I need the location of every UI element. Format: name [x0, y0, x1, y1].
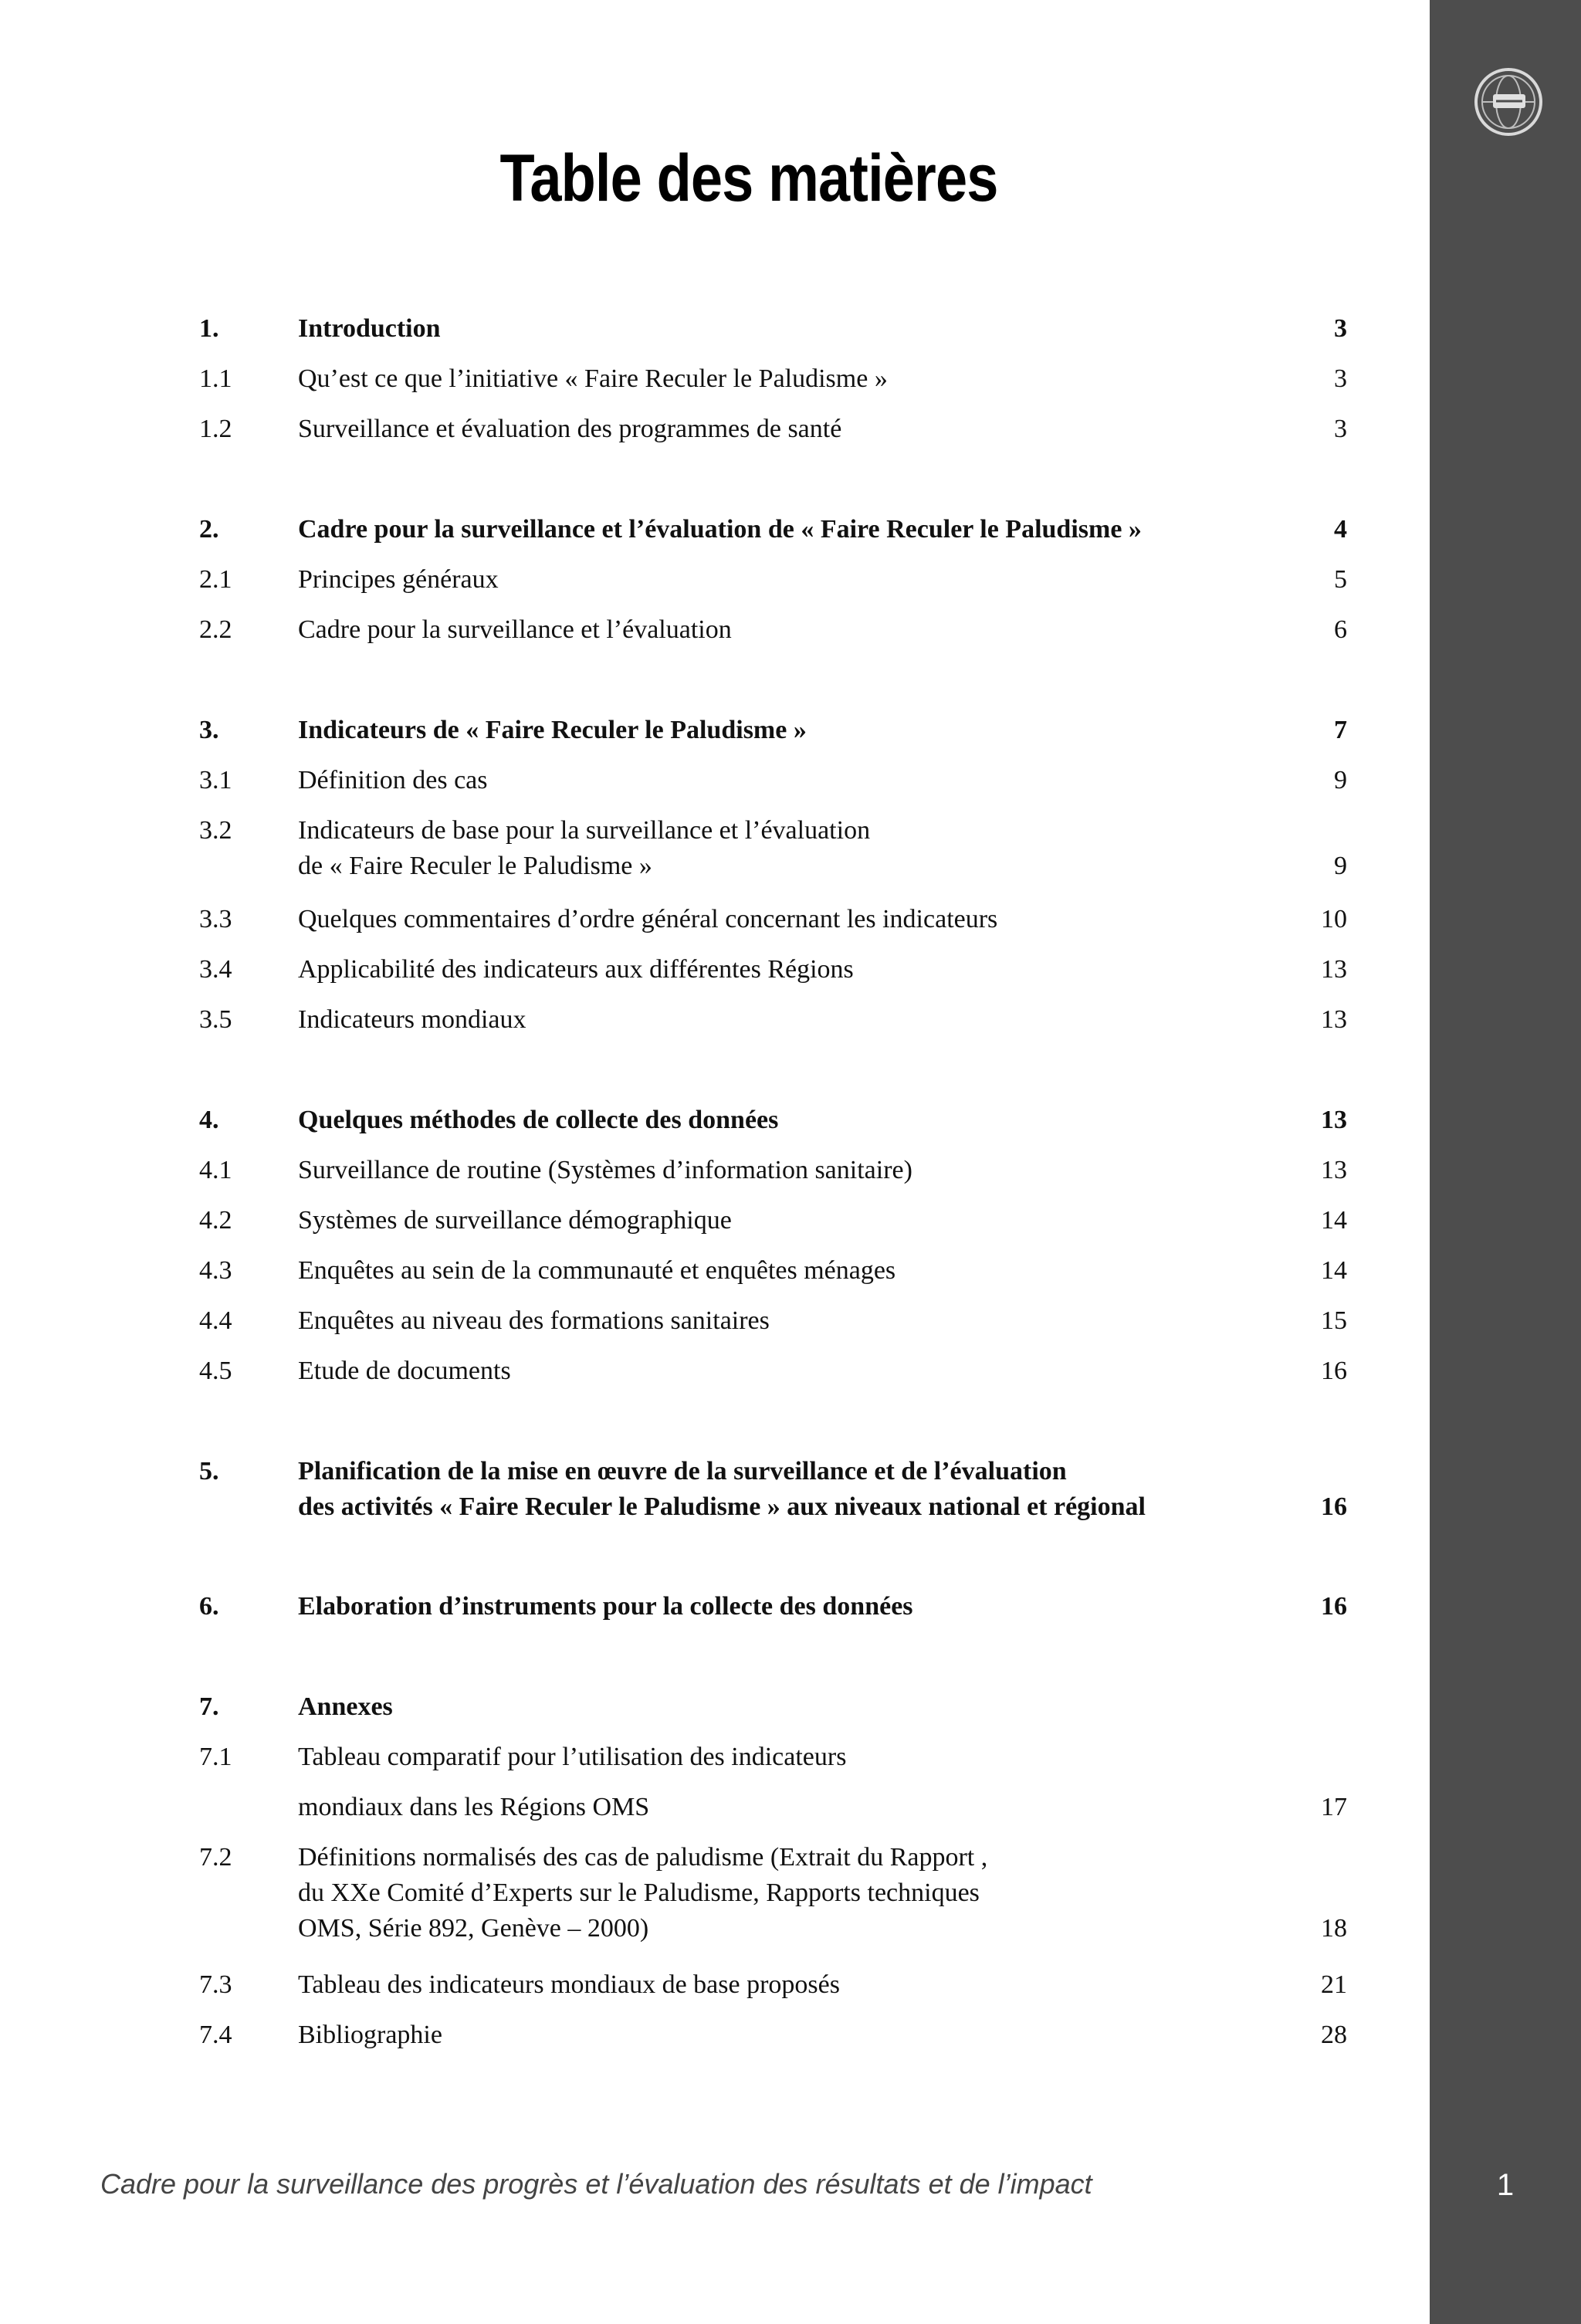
toc-entry[interactable] [0, 1790, 1430, 1825]
toc-entry-number: 6. [199, 1592, 219, 1621]
toc-entry-page: 3 [1334, 364, 1347, 393]
toc-entry-number: 7.2 [199, 1843, 232, 1872]
toc-entry-page: 18 [1321, 1914, 1347, 1943]
toc-entry-title: Définitions normalisés des cas de paludisme (Extrait du Rapport , du XXe Comité d’Experts sur le Paludisme, Rapports techniques OMS, Série 892, Genève – 2000) [298, 1843, 988, 1943]
toc-entry[interactable] [0, 512, 1430, 547]
toc-entry-title: Annexes [298, 1692, 393, 1721]
toc-entry-number: 4.5 [199, 1357, 232, 1385]
toc-entry-page: 9 [1334, 766, 1347, 794]
toc-entry-page: 16 [1321, 1357, 1347, 1385]
toc-entry[interactable] [0, 412, 1430, 447]
toc-entry[interactable] [0, 1303, 1430, 1339]
toc-entry-title: Quelques méthodes de collecte des données [298, 1106, 779, 1134]
toc-entry-title: Cadre pour la surveillance et l’évaluation de « Faire Reculer le Paludisme » [298, 515, 1142, 544]
toc-entry-title: Bibliographie [298, 2021, 442, 2049]
toc-entry-page: 3 [1334, 314, 1347, 343]
toc-entry[interactable] [0, 361, 1430, 397]
toc-entry-title: Enquêtes au niveau des formations sanitaires [298, 1306, 770, 1335]
toc-entry[interactable] [0, 1740, 1430, 1775]
toc-entry-title: Indicateurs mondiaux [298, 1005, 526, 1034]
toc-entry[interactable] [0, 1103, 1430, 1138]
toc-entry-title: Systèmes de surveillance démographique [298, 1206, 732, 1235]
toc-entry[interactable] [0, 1002, 1430, 1038]
page-footer: Cadre pour la surveillance des progrès et l’évaluation des résultats et de l’impact [100, 2168, 1092, 2200]
toc-entry-title: Enquêtes au sein de la communauté et enquêtes ménages [298, 1256, 896, 1285]
toc-entry-number: 5. [199, 1457, 219, 1486]
toc-entry-title: Indicateurs de base pour la surveillance et l’évaluation de « Faire Reculer le Paludisme » [298, 816, 871, 880]
toc-entry-page: 3 [1334, 415, 1347, 443]
toc-entry-number: 3.5 [199, 1005, 232, 1034]
toc-entry-page: 16 [1321, 1592, 1347, 1621]
toc-entry-title: Tableau comparatif pour l’utilisation des indicateurs [298, 1743, 847, 1771]
toc-entry-title: Définition des cas [298, 766, 488, 794]
toc-entry-page: 10 [1321, 905, 1347, 933]
toc-entry-page: 14 [1321, 1206, 1347, 1235]
globe-emblem-icon [1473, 66, 1544, 137]
toc-entry-number: 1.1 [199, 364, 232, 393]
toc-entry-title: Planification de la mise en œuvre de la surveillance et de l’évaluation des activités « Faire Reculer le Paludisme » aux niveaux national et régional [298, 1457, 1146, 1521]
toc-entry-number: 1. [199, 314, 219, 343]
toc-entry-page: 6 [1334, 615, 1347, 644]
toc-entry-number: 4.2 [199, 1206, 232, 1235]
toc-entry[interactable] [0, 1967, 1430, 2003]
toc-entry-title: Introduction [298, 314, 441, 343]
toc-entry-page: 13 [1321, 1156, 1347, 1184]
toc-entry[interactable] [0, 713, 1430, 748]
toc-entry-title: Surveillance de routine (Systèmes d’information sanitaire) [298, 1156, 912, 1184]
toc-entry-title: Surveillance et évaluation des programmes de santé [298, 415, 842, 443]
toc-entry[interactable] [0, 1454, 1430, 1525]
toc-entry-page: 5 [1334, 565, 1347, 594]
toc-entry[interactable] [0, 813, 1430, 884]
toc-entry-number: 3.4 [199, 955, 232, 984]
toc-entry-page: 15 [1321, 1306, 1347, 1335]
toc-entry-title: Etude de documents [298, 1357, 511, 1385]
toc-entry-number: 4. [199, 1106, 219, 1134]
toc-entry-title: Qu’est ce que l’initiative « Faire Reculer le Paludisme » [298, 364, 888, 393]
right-sidebar-band [1430, 0, 1581, 2324]
toc-entry-number: 7.3 [199, 1970, 232, 1999]
toc-entry-title: Tableau des indicateurs mondiaux de base proposés [298, 1970, 840, 1999]
toc-entry-number: 1.2 [199, 415, 232, 443]
toc-entry-page: 16 [1321, 1492, 1347, 1521]
toc-entry-number: 2. [199, 515, 219, 544]
toc-entry-number: 7.1 [199, 1743, 232, 1771]
toc-entry-number: 3.3 [199, 905, 232, 933]
toc-entry-title: Cadre pour la surveillance et l’évaluation [298, 615, 732, 644]
toc-entry-title: Quelques commentaires d’ordre général concernant les indicateurs [298, 905, 998, 933]
toc-entry-page: 4 [1334, 515, 1347, 544]
toc-entry[interactable] [0, 562, 1430, 598]
toc-entry-number: 3.1 [199, 766, 232, 794]
toc-entry-number: 2.1 [199, 565, 232, 594]
toc-entry[interactable] [0, 1153, 1430, 1188]
toc-entry[interactable] [0, 1203, 1430, 1238]
toc-entry-page: 13 [1321, 955, 1347, 984]
toc-entry-title: Applicabilité des indicateurs aux différentes Régions [298, 955, 854, 984]
toc-entry-number: 2.2 [199, 615, 232, 644]
toc-entry[interactable] [0, 763, 1430, 798]
toc-entry-page: 14 [1321, 1256, 1347, 1285]
page-number: 1 [1496, 2168, 1515, 2202]
toc-entry[interactable] [0, 1840, 1430, 1946]
toc-entry-number: 7. [199, 1692, 219, 1721]
toc-entry-number: 4.4 [199, 1306, 232, 1335]
toc-entry-page: 7 [1334, 716, 1347, 744]
toc-entry[interactable] [0, 1253, 1430, 1289]
toc-entry[interactable] [0, 311, 1430, 347]
toc-entry[interactable] [0, 1689, 1430, 1725]
toc-entry-title: mondiaux dans les Régions OMS [298, 1793, 650, 1821]
toc-entry-page: 17 [1321, 1793, 1347, 1821]
toc-entry-page: 21 [1321, 1970, 1347, 1999]
toc-entry-number: 4.3 [199, 1256, 232, 1285]
toc-entry-page: 13 [1321, 1106, 1347, 1134]
toc-entry[interactable] [0, 1353, 1430, 1389]
toc-entry[interactable] [0, 1589, 1430, 1624]
toc-entry[interactable] [0, 612, 1430, 648]
toc-entry-page: 28 [1321, 2021, 1347, 2049]
toc-entry[interactable] [0, 902, 1430, 937]
toc-entry[interactable] [0, 952, 1430, 988]
toc-entry-page: 13 [1321, 1005, 1347, 1034]
toc-entry-page: 9 [1334, 852, 1347, 880]
toc-entry-number: 3. [199, 716, 219, 744]
toc-entry-number: 4.1 [199, 1156, 232, 1184]
page-title: Table des matières [499, 141, 998, 215]
toc-entry-number: 3.2 [199, 816, 232, 845]
toc-entry-title: Elaboration d’instruments pour la collecte des données [298, 1592, 913, 1621]
toc-entry-number: 7.4 [199, 2021, 232, 2049]
toc-entry-title: Indicateurs de « Faire Reculer le Paludisme » [298, 716, 807, 744]
toc-entry-title: Principes généraux [298, 565, 499, 594]
toc-entry[interactable] [0, 2017, 1430, 2053]
